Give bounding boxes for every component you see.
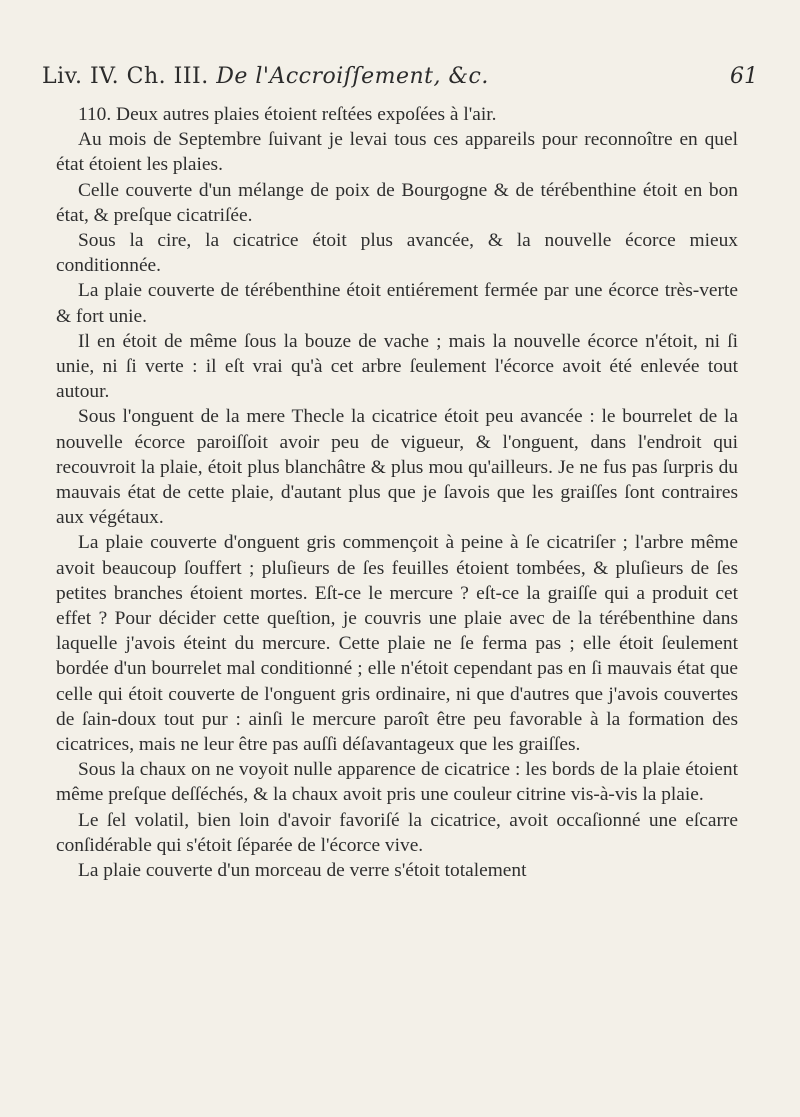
paragraph: Sous l'onguent de la mere Thecle la cicatrice étoit peu avancée : le bourrelet de la nouvelle écorce paroiſſoit avoir peu de vigueur, & l'onguent, dans l'endroit qui recouvroit la plaie, étoit plus blanchâtre & plus mou qu'ailleurs. Je ne fus pas ſurpris du mauvais état de cette plaie, d'autant plus que je ſavois que les graiſſes ſont contraires aux végétaux. [56,406,738,529]
page-number: 61 [730,64,758,89]
running-header [42,60,758,100]
paragraph: La plaie couverte d'onguent gris commençoit à peine à ſe cicatriſer ; l'arbre même avoit beaucoup ſouffert ; pluſieurs de ſes feuilles étoient tombées, & pluſieurs de ſes petites branches étoient mortes. Eſt-ce le mercure ? eſt-ce la graiſſe qui a produit cet effet ? Pour décider cette queſtion, je couvris une plaie avec de la térébenthine dans laquelle j'avois éteint du mercure. Cette plaie ne ſe ferma pas ; elle étoit ſeulement bordée d'un bourrelet mal conditionné ; elle n'étoit cependant pas en ſi mauvais état que celle qui étoit couverte de l'onguent gris ordinaire, ni que d'autres que j'avois couvertes de ſain-doux tout pur : ainſi le mercure paroît être peu favorable à la formation des cicatrices, mais ne leur être pas auſſi déſavantageux que les graiſſes. [56,532,738,756]
paragraph: Sous la chaux on ne voyoit nulle apparence de cicatrice : les bords de la plaie étoient même preſque deſſéchés, & la chaux avoit pris une couleur citrine vis-à-vis la plaie. [56,759,738,806]
running-title-plain: Liv. IV. Ch. III. [42,64,217,89]
paragraph: 110. Deux autres plaies étoient reſtées expoſées à l'air. [78,104,497,125]
paragraph: Le ſel volatil, bien loin d'avoir favoriſé la cicatrice, avoit occaſionné une eſcarre conſidérable qui s'étoit ſéparée de l'écorce vive. [56,809,738,856]
paragraph: La plaie couverte de térébenthine étoit entiérement fermée par une écorce très-verte & fort unie. [56,280,738,327]
paragraph: Au mois de Septembre ſuivant je levai tous ces appareils pour reconnoître en quel état étoient les plaies. [56,129,738,176]
paragraph: Il en étoit de même ſous la bouze de vache ; mais la nouvelle écorce n'étoit, ni ſi unie, ni ſi verte : il eſt vrai qu'à cet arbre ſeulement l'écorce avoit été enlevée tout autour. [56,330,738,403]
running-title [42,64,489,89]
paragraph: La plaie couverte d'un morceau de verre s'étoit totalement [78,860,527,882]
running-title-italic: De l'Accroiſſement, &c. [216,64,489,89]
paragraph: Sous la cire, la cicatrice étoit plus avancée, & la nouvelle écorce mieux conditionnée. [56,230,738,277]
paragraph: Celle couverte d'un mélange de poix de Bourgogne & de térébenthine étoit en bon état, & preſque cicatriſée. [56,179,738,226]
body-text [56,102,738,883]
